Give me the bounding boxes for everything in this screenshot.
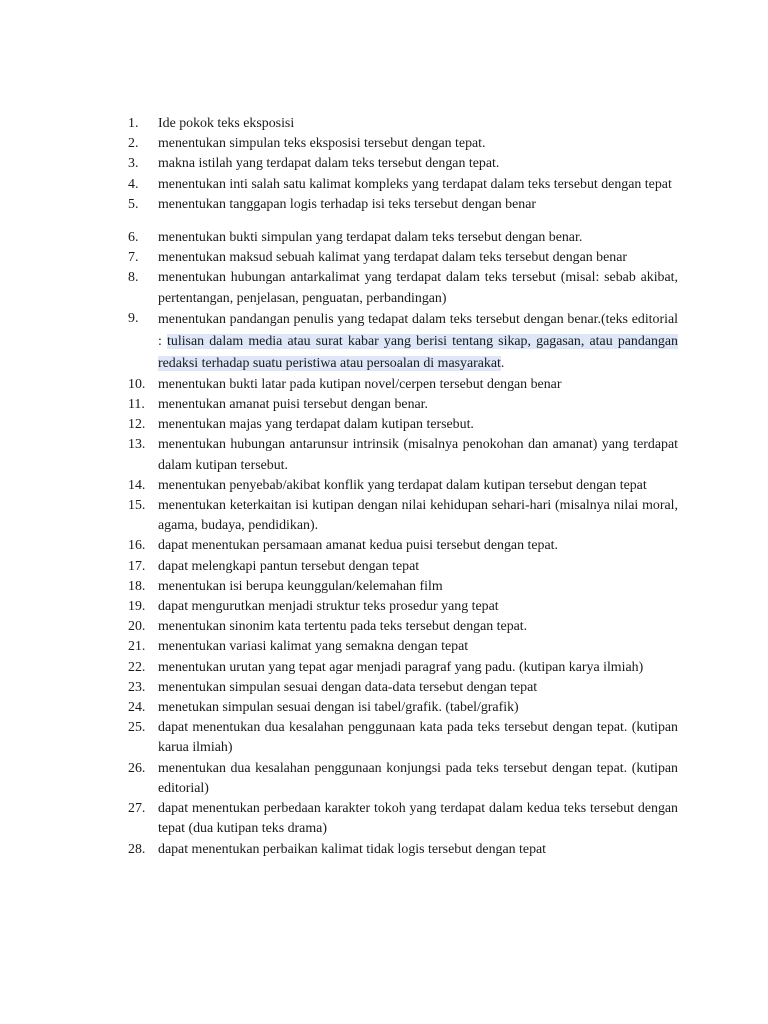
list-item [128, 114, 678, 134]
list-item [128, 248, 678, 268]
item-text: menentukan maksud sebuah kalimat yang terdapat dalam teks tersebut dengan benar [158, 250, 628, 266]
item-text: menentukan inti salah satu kalimat kompleks yang terdapat dalam teks tersebut dengan tepat [158, 176, 672, 192]
item-text: menentukan keterkaitan isi kutipan dengan nilai kehidupan sehari-hari (misalnya nilai moral, agama, budaya, pendidikan). [158, 498, 678, 534]
list-item [128, 557, 678, 577]
item-text: menentukan simpulan teks eksposisi tersebut dengan tepat. [158, 136, 486, 152]
item-number: 6. [128, 230, 139, 246]
list-item [128, 637, 678, 657]
item-number: 14. [128, 477, 146, 493]
item-text: menentukan isi berupa keunggulan/kelemahan film [158, 578, 443, 594]
list-item [128, 175, 678, 195]
item-number: 21. [128, 639, 146, 655]
item-number: 24. [128, 700, 146, 716]
item-number: 7. [128, 250, 139, 266]
list-item [128, 577, 678, 597]
list-item [128, 228, 678, 248]
list-item [128, 309, 678, 375]
item-number: 5. [128, 196, 139, 212]
item-text: dapat melengkapi pantun tersebut dengan tepat [158, 558, 420, 574]
item-number: 26. [128, 760, 146, 776]
list-item [128, 536, 678, 556]
item-text: Ide pokok teks eksposisi [158, 116, 295, 131]
item-number: 2. [128, 136, 139, 152]
item-text-intro: menentukan pandangan penulis yang tedapat dalam teks tersebut dengan benar.(teks editorial : [158, 311, 678, 349]
list-item [128, 840, 678, 860]
list-item [128, 678, 678, 698]
item-number: 4. [128, 176, 139, 192]
list-item [128, 154, 678, 174]
item-number: 22. [128, 659, 146, 675]
list-item [128, 134, 678, 154]
item-text: menentukan bukti latar pada kutipan novel/cerpen tersebut dengan benar [158, 376, 562, 392]
list-item [128, 476, 678, 496]
indicator-list [128, 114, 678, 860]
list-item [128, 617, 678, 637]
item-text: dapat menentukan persamaan amanat kedua puisi tersebut dengan tepat. [158, 538, 558, 554]
item-number: 13. [128, 437, 146, 453]
list-item [128, 195, 678, 215]
list-item [128, 415, 678, 435]
item-number: 28. [128, 841, 146, 857]
item-number: 23. [128, 679, 146, 695]
item-number: 27. [128, 801, 146, 817]
item-text: menentukan bukti simpulan yang terdapat dalam teks tersebut dengan benar. [158, 230, 583, 246]
item-text: menentukan variasi kalimat yang semakna dengan tepat [158, 639, 469, 655]
item-text: dapat menentukan perbedaan karakter tokoh yang terdapat dalam kedua teks tersebut dengan tepat (dua kutipan teks drama) [158, 801, 678, 837]
item-number: 1. [128, 116, 139, 131]
list-item [128, 698, 678, 718]
item-text: dapat mengurutkan menjadi struktur teks prosedur yang tepat [158, 599, 499, 615]
item-number: 10. [128, 376, 146, 392]
item-number: 12. [128, 417, 146, 433]
list-item [128, 759, 678, 799]
item-number: 17. [128, 558, 146, 574]
item-number: 11. [128, 397, 145, 413]
item-text: menentukan sinonim kata tertentu pada teks tersebut dengan tepat. [158, 619, 528, 635]
item-number: 9. [128, 310, 139, 326]
item-number: 8. [128, 270, 139, 286]
item-text: menentukan dua kesalahan penggunaan konjungsi pada teks tersebut dengan tepat. (kutipan editorial) [158, 760, 678, 796]
list-item [128, 435, 678, 475]
item-number: 15. [128, 498, 146, 514]
item-text: menentukan amanat puisi tersebut dengan benar. [158, 397, 429, 413]
item-text: dapat menentukan perbaikan kalimat tidak logis tersebut dengan tepat [158, 841, 547, 857]
list-item [128, 597, 678, 617]
list-item [128, 375, 678, 395]
item-text: menentukan urutan yang tepat agar menjadi paragraf yang padu. (kutipan karya ilmiah) [158, 659, 644, 675]
list-item [128, 496, 678, 536]
item-text: menetukan simpulan sesuai dengan isi tabel/grafik. (tabel/grafik) [158, 700, 519, 716]
highlighted-definition: tulisan dalam media atau surat kabar yang berisi tentang sikap, gagasan, atau pandangan redaksi terhadap suatu peristiwa atau persoalan di masyarakat [158, 333, 678, 371]
item-text: menentukan simpulan sesuai dengan data-data tersebut dengan tepat [158, 679, 538, 695]
item-number: 19. [128, 599, 146, 615]
item-text: menentukan tanggapan logis terhadap isi teks tersebut dengan benar [158, 196, 537, 212]
list-item [128, 718, 678, 758]
list-item [128, 268, 678, 308]
item-text: menentukan majas yang terdapat dalam kutipan tersebut. [158, 417, 474, 433]
item-text: menentukan hubungan antarkalimat yang terdapat dalam teks tersebut (misal: sebab akibat, pertentangan, penjelasan, penguatan, perbandingan) [158, 270, 678, 306]
item-text: dapat menentukan dua kesalahan penggunaan kata pada teks tersebut dengan tepat. (kutipan karua ilmiah) [158, 720, 678, 756]
list-item [128, 799, 678, 839]
item-number: 3. [128, 156, 139, 172]
item-number: 20. [128, 619, 146, 635]
list-item [128, 658, 678, 678]
item-number: 16. [128, 538, 146, 554]
list-item [128, 395, 678, 415]
item-number: 25. [128, 720, 146, 736]
item-text-end: . [500, 355, 505, 371]
item-number: 18. [128, 578, 146, 594]
item-text: menentukan hubungan antarunsur intrinsik (misalnya penokohan dan amanat) yang terdapat dalam kutipan tersebut. [158, 437, 678, 473]
item-text: makna istilah yang terdapat dalam teks tersebut dengan tepat. [158, 156, 500, 172]
item-text [158, 309, 678, 375]
item-text: menentukan penyebab/akibat konflik yang terdapat dalam kutipan tersebut dengan tepat [158, 477, 647, 493]
